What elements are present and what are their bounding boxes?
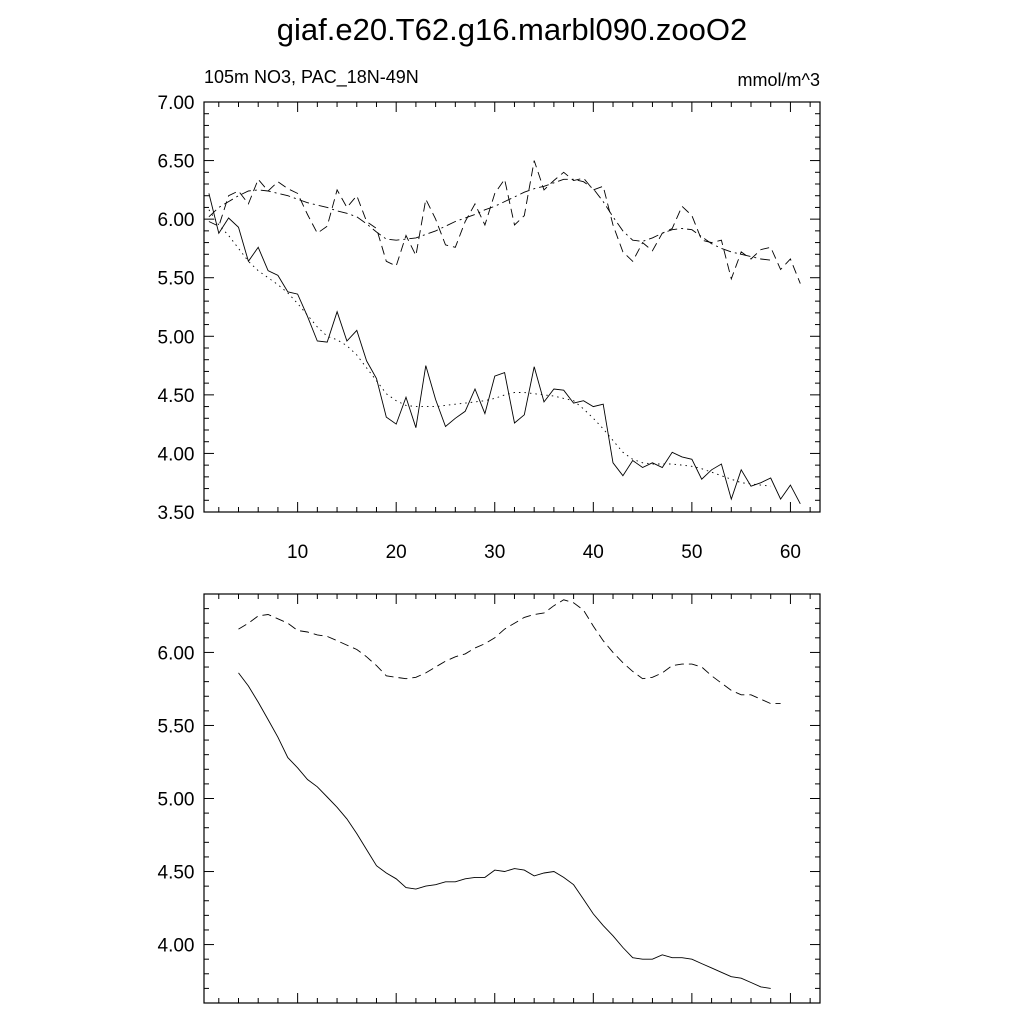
y-tick-label: 6.00 [157, 643, 195, 665]
x-tick-label: 40 [582, 542, 604, 563]
series-line-dotted [209, 210, 771, 486]
y-tick-label: 7.00 [157, 93, 195, 114]
series-line-dashed [209, 161, 800, 284]
plot-frame [204, 102, 820, 512]
y-tick-label: 5.00 [157, 789, 195, 811]
y-tick-label: 4.00 [157, 935, 195, 957]
x-tick-label: 60 [779, 542, 802, 563]
y-tick-label: 5.00 [157, 327, 195, 349]
series-line-solid [209, 193, 800, 503]
y-tick-label: 4.50 [157, 385, 195, 407]
x-tick-label: 50 [681, 542, 703, 563]
y-tick-label: 6.50 [157, 151, 195, 173]
top-panel [158, 93, 820, 563]
y-tick-label: 4.50 [157, 862, 195, 884]
x-tick-label: 30 [484, 542, 506, 563]
region-subtitle: 105m NO3, PAC_18N-49N [204, 67, 419, 87]
bottom-panel [158, 594, 820, 1003]
units-subtitle: mmol/m^3 [737, 70, 820, 90]
series-line-solid [239, 673, 771, 989]
y-tick-label: 4.00 [157, 444, 195, 466]
y-tick-label: 5.50 [157, 716, 195, 738]
y-tick-label: 5.50 [157, 268, 195, 290]
x-tick-label: 10 [287, 542, 309, 563]
y-tick-label: 3.50 [157, 503, 195, 524]
plot-frame [204, 594, 820, 1003]
x-tick-label: 20 [385, 542, 407, 563]
chart-title: giaf.e20.T62.g16.marbl090.zooO2 [276, 12, 748, 47]
y-tick-label: 6.00 [157, 210, 195, 232]
series-line-dashed [239, 600, 781, 704]
